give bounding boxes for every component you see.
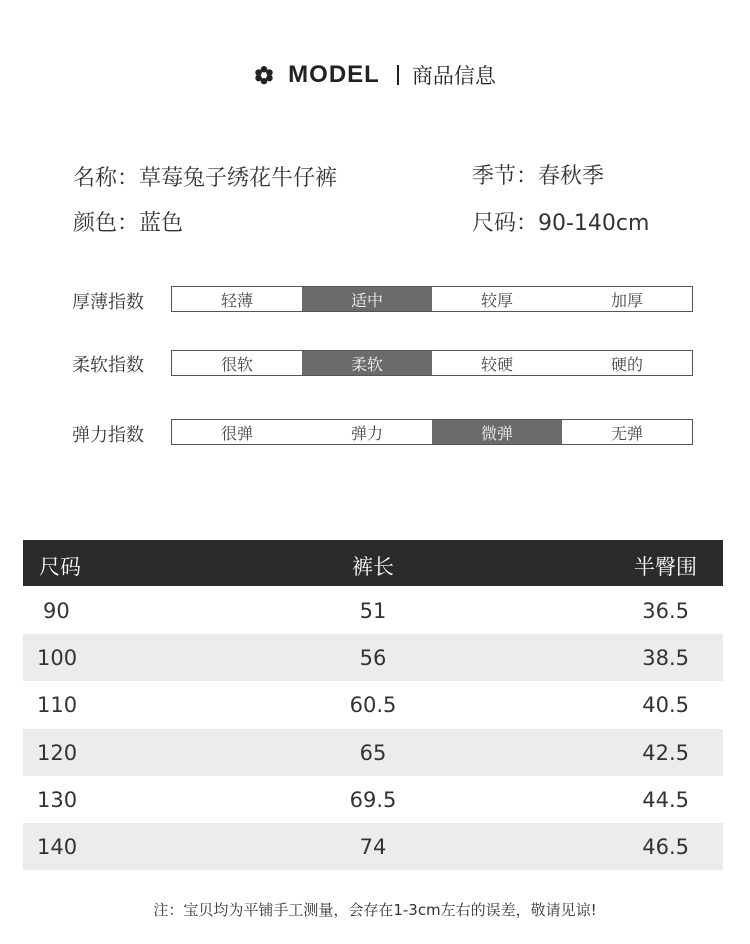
elasticity-option: 弹力 xyxy=(350,423,383,443)
brand-title: MODEL xyxy=(288,61,380,88)
softness-index-bar xyxy=(171,350,693,376)
cell-pants-length: 65 xyxy=(359,741,387,765)
table-row xyxy=(23,776,723,823)
cell-size: 130 xyxy=(37,788,78,812)
product-size-range: 尺码：90-140cm xyxy=(472,211,650,236)
cell-half-hip: 40.5 xyxy=(642,693,689,717)
thickness-option: 轻薄 xyxy=(220,290,253,310)
header-size: 尺码 xyxy=(39,555,81,579)
cell-size: 100 xyxy=(37,646,78,670)
table-row xyxy=(23,823,723,870)
flower-icon xyxy=(254,65,274,85)
product-color: 颜色：蓝色 xyxy=(73,211,184,236)
cell-pants-length: 69.5 xyxy=(349,788,397,812)
section-header xyxy=(0,58,750,92)
thickness-index-bar xyxy=(171,286,693,312)
softness-index-label: 柔软指数 xyxy=(72,355,144,376)
cell-pants-length: 60.5 xyxy=(349,693,397,717)
softness-option: 柔软 xyxy=(302,351,432,375)
softness-option: 较硬 xyxy=(480,354,513,374)
cell-half-hip: 46.5 xyxy=(642,835,689,859)
cell-pants-length: 56 xyxy=(359,646,387,670)
table-row xyxy=(23,681,723,728)
softness-option: 很软 xyxy=(220,354,253,374)
elasticity-index-bar xyxy=(171,419,693,445)
cell-half-hip: 36.5 xyxy=(642,599,689,623)
softness-option: 硬的 xyxy=(610,354,643,374)
header-pants-length: 裤长 xyxy=(352,555,394,579)
thickness-option: 加厚 xyxy=(610,290,643,310)
thickness-option: 适中 xyxy=(302,287,432,311)
thickness-index-label: 厚薄指数 xyxy=(72,292,144,313)
table-row xyxy=(23,587,723,634)
size-table-header xyxy=(23,540,723,586)
cell-pants-length: 74 xyxy=(359,835,387,859)
cell-size: 90 xyxy=(43,599,70,623)
header-half-hip: 半臀围 xyxy=(634,555,697,579)
table-row xyxy=(23,634,723,681)
cell-half-hip: 38.5 xyxy=(642,646,689,670)
measurement-note: 注：宝贝均为平铺手工测量，会存在1-3cm左右的误差，敬请见谅! xyxy=(153,901,597,919)
cell-size: 110 xyxy=(37,693,78,717)
elasticity-index-label: 弹力指数 xyxy=(72,425,144,446)
thickness-option: 较厚 xyxy=(480,290,513,310)
cell-pants-length: 51 xyxy=(359,599,387,623)
elasticity-option: 无弹 xyxy=(610,423,643,443)
cell-size: 140 xyxy=(37,835,78,859)
cell-half-hip: 44.5 xyxy=(642,788,689,812)
elasticity-option: 微弹 xyxy=(432,420,562,444)
cell-half-hip: 42.5 xyxy=(642,741,689,765)
section-subtitle: 商品信息 xyxy=(411,64,496,88)
product-season: 季节：春秋季 xyxy=(472,164,605,189)
cell-size: 120 xyxy=(37,741,78,765)
product-name: 名称：草莓兔子绣花牛仔裤 xyxy=(73,166,338,191)
elasticity-option: 很弹 xyxy=(220,423,253,443)
table-row xyxy=(23,729,723,776)
header-divider xyxy=(397,65,399,85)
